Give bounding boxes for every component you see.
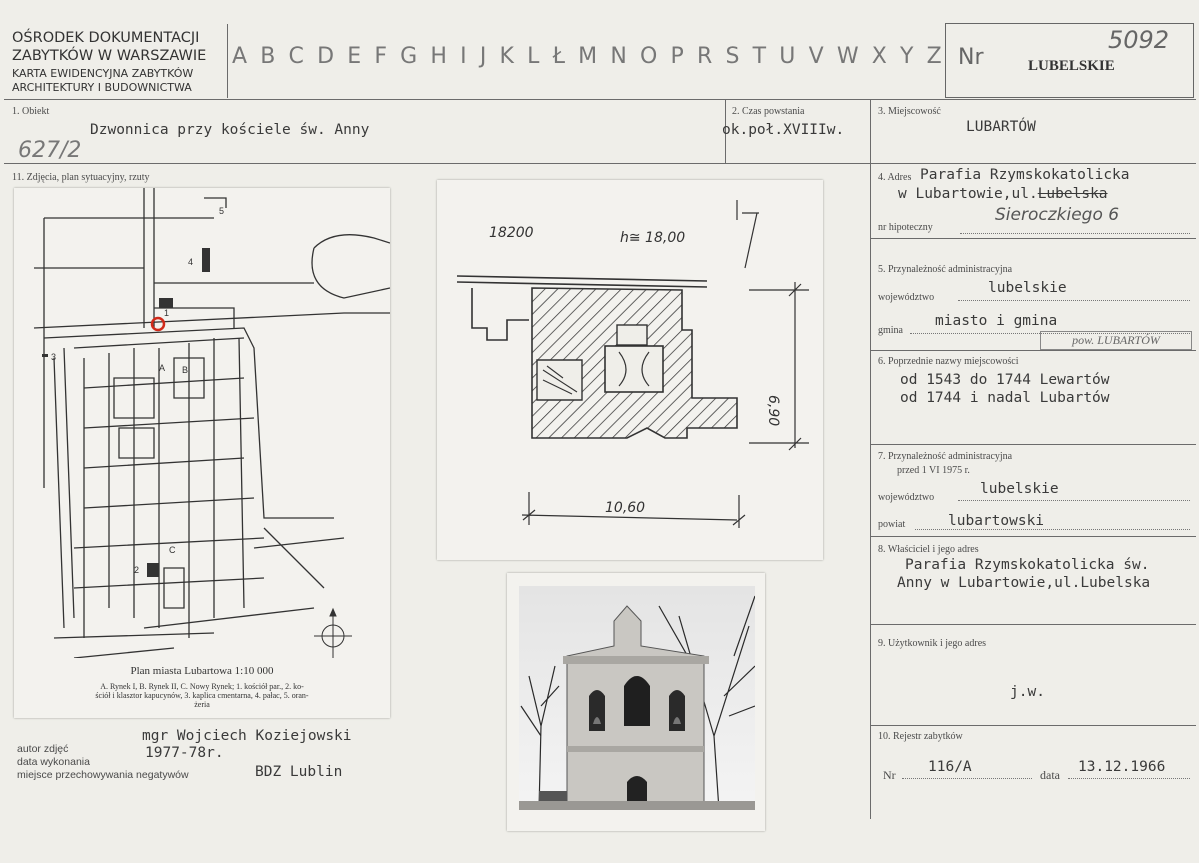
belltower-photo xyxy=(507,573,765,831)
index-letter: U xyxy=(779,44,796,69)
rejestr-nr: 116/A xyxy=(928,759,972,775)
compass-icon xyxy=(314,609,352,658)
catalog-number: 5092 xyxy=(1108,26,1170,54)
voivodeship-stamp: LUBELSKIE xyxy=(1028,58,1115,74)
hipoteczny-label: nr hipoteczny xyxy=(878,222,933,233)
rejestr-label: 10. Rejestr zabytków xyxy=(878,731,963,742)
dim-height: h≅ 18,00 xyxy=(620,230,686,246)
powiat-stamp: pow. LUBARTÓW xyxy=(1040,331,1192,350)
zdjecia-label: 11. Zdjęcia, plan sytuacyjny, rzuty xyxy=(12,172,150,183)
adres-line2: w Lubartowie,ul.Lubelska xyxy=(898,186,1108,202)
rejestr-nr-label: Nr xyxy=(883,768,896,782)
obiekt-label: 1. Obiekt xyxy=(12,106,50,117)
data-wyk-label: data wykonania xyxy=(17,756,90,768)
gmina-value: miasto i gmina xyxy=(935,313,1058,329)
czas-value: ok.poł.XVIIIw. xyxy=(722,122,845,138)
index-letter: L xyxy=(527,44,540,69)
autor-value: mgr Wojciech Koziejowski xyxy=(142,728,352,744)
uzyt-label: 9. Użytkownik i jego adres xyxy=(878,638,987,649)
index-letter: Ł xyxy=(552,44,565,69)
header-divider xyxy=(227,24,228,98)
wlasc-line1: Parafia Rzymskokatolicka św. xyxy=(905,557,1150,573)
woj-label: województwo xyxy=(878,292,935,303)
adres-line1: Parafia Rzymskokatolicka xyxy=(920,167,1130,183)
belltower-image xyxy=(519,586,755,810)
map-label-B: B xyxy=(182,365,189,375)
floorplan-drawing xyxy=(437,180,823,560)
map-photo xyxy=(14,188,390,718)
adres-label: 4. Adres xyxy=(878,172,912,183)
czas-label: 2. Czas powstania xyxy=(732,106,805,117)
org-line-3: KARTA EWIDENCYJNA ZABYTKÓW xyxy=(12,67,194,80)
index-letter: Z xyxy=(926,44,942,69)
miejsce-value: BDZ Lublin xyxy=(255,764,343,780)
rule-r9 xyxy=(870,725,1196,726)
wlasc-label: 8. Właściciel i jego adres xyxy=(878,544,979,555)
org-line-1: OŚRODEK DOKUMENTACJI xyxy=(12,30,200,46)
map-label-C: C xyxy=(169,545,176,555)
index-letter: N xyxy=(610,44,627,69)
index-letter: T xyxy=(752,44,767,69)
woj75-value: lubelskie xyxy=(980,481,1059,497)
dim-bottom: 10,60 xyxy=(605,500,646,516)
powiat-value: lubartowski xyxy=(948,513,1045,529)
index-letter: P xyxy=(670,44,684,69)
gmina-label: gmina xyxy=(878,325,903,336)
map-label-4: 4 xyxy=(188,257,194,267)
index-letter: G xyxy=(400,44,418,69)
town-plan-map xyxy=(14,188,390,658)
map-label-1: 1 xyxy=(164,308,170,318)
index-letter: K xyxy=(499,44,514,69)
miejscowosc-label: 3. Miejscowość xyxy=(878,106,941,117)
map-label-5: 5 xyxy=(219,206,225,216)
woj75-label: województwo xyxy=(878,492,935,503)
powiat-label: powiat xyxy=(878,519,906,530)
przyn-label: 5. Przynależność administracyjna xyxy=(878,264,1013,275)
index-letter: C xyxy=(288,44,304,69)
map-legend-3: żeria xyxy=(194,700,210,709)
index-letter: Y xyxy=(900,44,914,69)
rule-r7 xyxy=(870,536,1196,537)
przyn75-sub: przed 1 VI 1975 r. xyxy=(897,465,970,476)
map-label-A: A xyxy=(159,363,166,373)
index-letter: D xyxy=(317,44,335,69)
rule-row1 xyxy=(4,163,1196,164)
poprz-label: 6. Poprzednie nazwy miejscowości xyxy=(878,356,1019,367)
rejestr-nr-line xyxy=(902,778,1032,779)
woj-value: lubelskie xyxy=(988,280,1067,296)
woj-line xyxy=(958,300,1190,301)
index-letter: O xyxy=(640,44,658,69)
poprz-line1: od 1543 do 1744 Lewartów xyxy=(900,372,1110,388)
index-letter: H xyxy=(430,44,447,69)
nr-label: Nr xyxy=(958,45,984,70)
index-letter: I xyxy=(460,44,467,69)
index-letter: F xyxy=(374,44,387,69)
map-legend-2: ściół i klasztor kapucynów, 3. kaplica cmentarna, 4. pałac, 5. oran- xyxy=(95,691,309,700)
hipoteczny-line xyxy=(960,233,1190,234)
data-wyk-value: 1977-78r. xyxy=(145,745,224,761)
rule-header xyxy=(4,99,1196,100)
church-marker xyxy=(159,298,173,308)
index-letter: J xyxy=(479,44,487,69)
obiekt-handwritten: 627/2 xyxy=(18,138,82,163)
rule-r4 xyxy=(870,238,1196,239)
powiat-line xyxy=(915,529,1190,530)
rejestr-data-line xyxy=(1068,778,1190,779)
index-letter: W xyxy=(836,44,859,69)
index-letter: A xyxy=(232,44,248,69)
rejestr-data-label: data xyxy=(1040,768,1060,782)
rule-r6 xyxy=(870,444,1196,445)
org-line-4: ARCHITEKTURY I BUDOWNICTWA xyxy=(12,81,192,94)
org-line-2: ZABYTKÓW W WARSZAWIE xyxy=(12,48,207,64)
map-label-3: 3 xyxy=(51,352,57,362)
dim-right: 6,90 xyxy=(765,395,781,427)
miejscowosc-value: LUBARTÓW xyxy=(966,119,1036,135)
obiekt-value: Dzwonnica przy kościele św. Anny xyxy=(90,122,370,138)
map-title: Plan miasta Lubartowa 1:10 000 xyxy=(130,665,274,677)
alphabet-index xyxy=(232,44,942,69)
index-letter: S xyxy=(725,44,740,69)
miejsce-label: miejsce przechowywania negatywów xyxy=(17,769,189,781)
index-letter: R xyxy=(696,44,713,69)
rejestr-data: 13.12.1966 xyxy=(1078,759,1166,775)
adres-handwritten: Sieroczkiego 6 xyxy=(995,205,1120,225)
floorplan-photo xyxy=(437,180,823,560)
index-letter: X xyxy=(871,44,887,69)
rule-c2 xyxy=(870,99,871,819)
map-legend-1: A. Rynek I, B. Rynek II, C. Nowy Rynek; 1. kościół par., 2. ko- xyxy=(100,682,304,691)
index-letter: M xyxy=(578,44,598,69)
map-label-2: 2 xyxy=(134,565,140,575)
uzyt-value: j.w. xyxy=(1010,684,1045,700)
map-legend xyxy=(14,682,390,709)
index-letter: B xyxy=(260,44,276,69)
woj75-line xyxy=(958,500,1190,501)
poprz-line2: od 1744 i nadal Lubartów xyxy=(900,390,1110,406)
przyn75-label: 7. Przynależność administracyjna xyxy=(878,451,1013,462)
rule-r5 xyxy=(870,350,1196,351)
dim-top-width: 18200 xyxy=(489,225,534,241)
index-letter: V xyxy=(808,44,824,69)
wlasc-line2: Anny w Lubartowie,ul.Lubelska xyxy=(897,575,1151,591)
index-letter: E xyxy=(347,44,362,69)
autor-label: autor zdjęć xyxy=(17,743,69,755)
rule-r8 xyxy=(870,624,1196,625)
